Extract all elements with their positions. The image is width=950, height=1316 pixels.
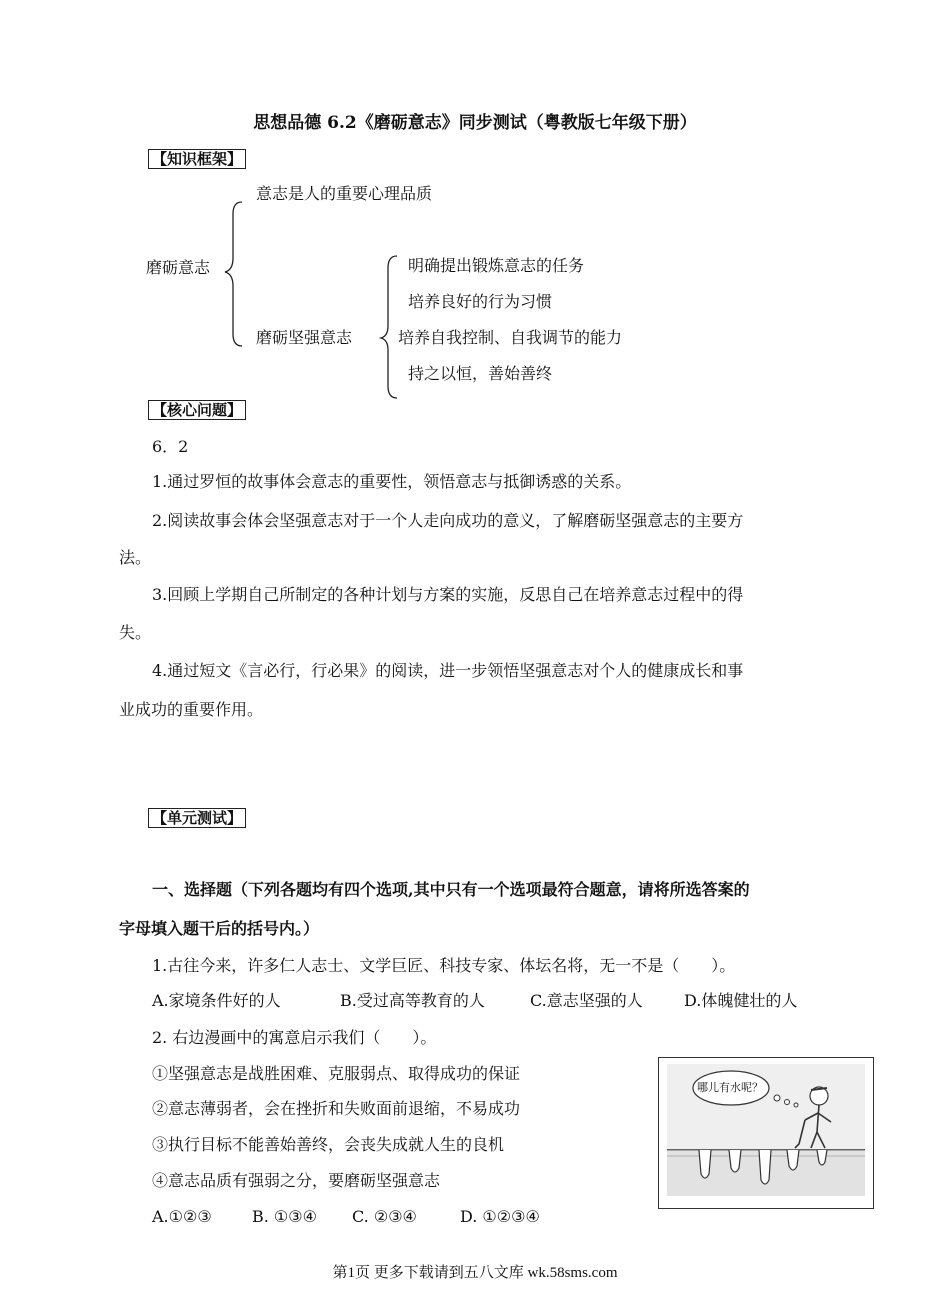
cartoon-image bbox=[658, 1057, 874, 1209]
q1-option-a: A.家境条件好的人 bbox=[152, 991, 281, 1010]
q2-option-c: C. ②③④ bbox=[352, 1207, 417, 1226]
q1-option-c: C.意志坚强的人 bbox=[530, 991, 643, 1010]
cartoon-bubble-text: 哪儿有水呢？ bbox=[697, 1081, 763, 1094]
framework-root: 磨砺意志 bbox=[146, 258, 211, 277]
q2-option-b: B. ①③④ bbox=[252, 1207, 317, 1226]
framework-sub-item-2: 培养良好的行为习惯 bbox=[408, 292, 553, 311]
core-paragraph-1: 1.通过罗恒的故事体会意志的重要性，领悟意志与抵御诱惑的关系。 bbox=[152, 472, 632, 491]
test-heading-cont: 字母填入题干后的括号内。） bbox=[119, 919, 320, 938]
core-paragraph-4-cont: 业成功的重要作用。 bbox=[119, 700, 264, 719]
framework-sub-item-4: 持之以恒，善始善终 bbox=[408, 364, 553, 383]
page-footer: 第1页 更多下载请到五八文库 wk.58sms.com bbox=[332, 1265, 618, 1281]
section-tag-framework: 【知识框架】 bbox=[148, 149, 246, 169]
question-2: 2. 右边漫画中的寓意启示我们（ ）。 bbox=[152, 1028, 437, 1047]
section-tag-unit-test: 【单元测试】 bbox=[148, 808, 246, 828]
q2-option-a: A.①②③ bbox=[152, 1207, 212, 1226]
core-paragraph-2: 2.阅读故事会体会坚强意志对于一个人走向成功的意义，了解磨砺坚强意志的主要方 bbox=[152, 511, 744, 530]
q2-statement-4: ④意志品质有强弱之分，要磨砺坚强意志 bbox=[152, 1171, 441, 1190]
document-title: 思想品德 6.2《磨砺意志》同步测试（粤教版七年级下册） bbox=[253, 113, 697, 133]
cartoon-drawing bbox=[659, 1058, 873, 1208]
framework-branch-2: 磨砺坚强意志 bbox=[256, 328, 353, 347]
framework-branch-1: 意志是人的重要心理品质 bbox=[256, 184, 433, 203]
brace-icon-small bbox=[378, 254, 400, 400]
q1-option-d: D.体魄健壮的人 bbox=[684, 991, 798, 1010]
q2-statement-1: ①坚强意志是战胜困难、克服弱点、取得成功的保证 bbox=[152, 1064, 521, 1083]
core-paragraph-3-cont: 失。 bbox=[119, 623, 152, 642]
question-1: 1.古往今来，许多仁人志士、文学巨匠、科技专家、体坛名将，无一不是（ ）。 bbox=[152, 956, 736, 975]
framework-sub-item-1: 明确提出锻炼意志的任务 bbox=[408, 256, 585, 275]
test-heading: 一、选择题（下列各题均有四个选项,其中只有一个选项最符合题意，请将所选答案的 bbox=[152, 880, 750, 899]
q1-option-b: B.受过高等教育的人 bbox=[340, 991, 485, 1010]
core-paragraph-3: 3.回顾上学期自己所制定的各种计划与方案的实施，反思自己在培养意志过程中的得 bbox=[152, 585, 744, 604]
q2-option-d: D. ①②③④ bbox=[460, 1207, 540, 1226]
section-tag-core: 【核心问题】 bbox=[148, 400, 246, 420]
brace-icon-large bbox=[222, 200, 246, 348]
q2-statement-2: ②意志薄弱者，会在挫折和失败面前退缩，不易成功 bbox=[152, 1099, 521, 1118]
core-paragraph-2-cont: 法。 bbox=[119, 548, 152, 567]
core-section-number: 6．2 bbox=[152, 437, 189, 456]
framework-sub-item-3: 培养自我控制、自我调节的能力 bbox=[398, 328, 623, 347]
core-paragraph-4: 4.通过短文《言必行，行必果》的阅读，进一步领悟坚强意志对个人的健康成长和事 bbox=[152, 661, 744, 680]
q2-statement-3: ③执行目标不能善始善终，会丧失成就人生的良机 bbox=[152, 1135, 505, 1154]
